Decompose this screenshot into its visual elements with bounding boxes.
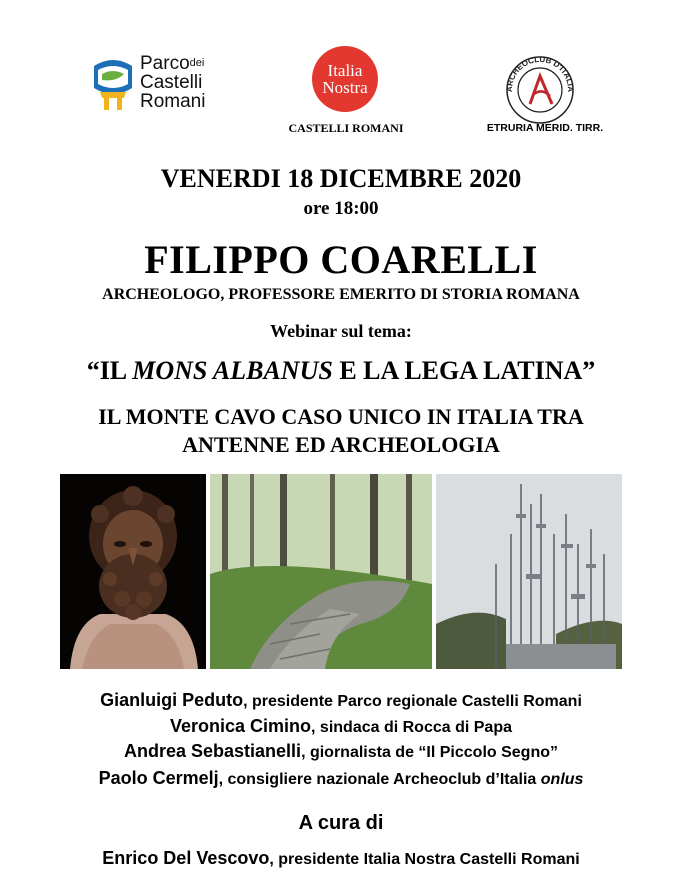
- italia-nostra-word-2: Nostra: [322, 78, 368, 97]
- italia-nostra-word-1: Italia: [327, 61, 363, 80]
- parco-logo: [90, 52, 230, 114]
- webinar-intro: Webinar sul tema:: [270, 321, 412, 341]
- participant-line: [0, 690, 682, 711]
- participant-name: Paolo Cermelj: [98, 768, 219, 788]
- participant-role: , sindaca di Rocca di Papa: [311, 719, 512, 736]
- speaker-role: ARCHEOLOGO, PROFESSORE EMERITO DI STORIA ROMANA: [102, 286, 580, 303]
- participant-role: , presidente Parco regionale Castelli Romani: [243, 693, 582, 710]
- participant-name: Andrea Sebastianelli: [123, 741, 302, 761]
- curator-role: , presidente Italia Nostra Castelli Romani: [269, 851, 580, 868]
- curator-name: Enrico Del Vescovo: [102, 848, 270, 868]
- curator-line: [0, 848, 682, 869]
- participant-line: [0, 741, 682, 762]
- italia-nostra-caption: CASTELLI ROMANI: [288, 121, 404, 135]
- event-date: VENERDI 18 DICEMBRE 2020: [160, 164, 522, 193]
- parco-emblem-icon: [90, 56, 136, 112]
- zeus-bust-photo: [60, 474, 206, 669]
- archeoclub-logo: [500, 48, 580, 126]
- talk-title: “IL MONS ALBANUS E LA LEGA LATINA”: [86, 356, 596, 385]
- via-sacra-forest-photo: [210, 474, 432, 669]
- speaker-name: FILIPPO COARELLI: [144, 237, 538, 282]
- monte-cavo-antennas-photo: [436, 474, 622, 669]
- participant-name: Gianluigi Peduto: [100, 690, 244, 710]
- archeoclub-caption: ETRURIA MERID. TIRR.: [486, 122, 604, 134]
- participant-line: [0, 768, 682, 789]
- participant-role-italic: onlus: [540, 771, 584, 788]
- parco-wordmark: Parco$^{dei}$ Castelli Romani: [140, 53, 206, 112]
- participant-line: [0, 716, 682, 737]
- talk-subtitle: IL MONTE CAVO CASO UNICO IN ITALIA TRA ANTENNE ED ARCHEOLOGIA: [98, 404, 584, 457]
- participant-role: , giornalista de “Il Piccolo Segno”: [301, 744, 558, 761]
- participant-role: , consigliere nazionale Archeoclub d’Italia: [218, 771, 541, 788]
- italia-nostra-logo: [298, 42, 398, 122]
- archeoclub-ring-text: ARCHEOCLUB D'ITALIA: [504, 54, 576, 93]
- event-time: ore 18:00: [303, 198, 379, 219]
- curated-by-label: A cura di: [298, 812, 384, 834]
- archeoclub-emblem-icon: [500, 48, 580, 126]
- participant-name: Veronica Cimino: [169, 716, 312, 736]
